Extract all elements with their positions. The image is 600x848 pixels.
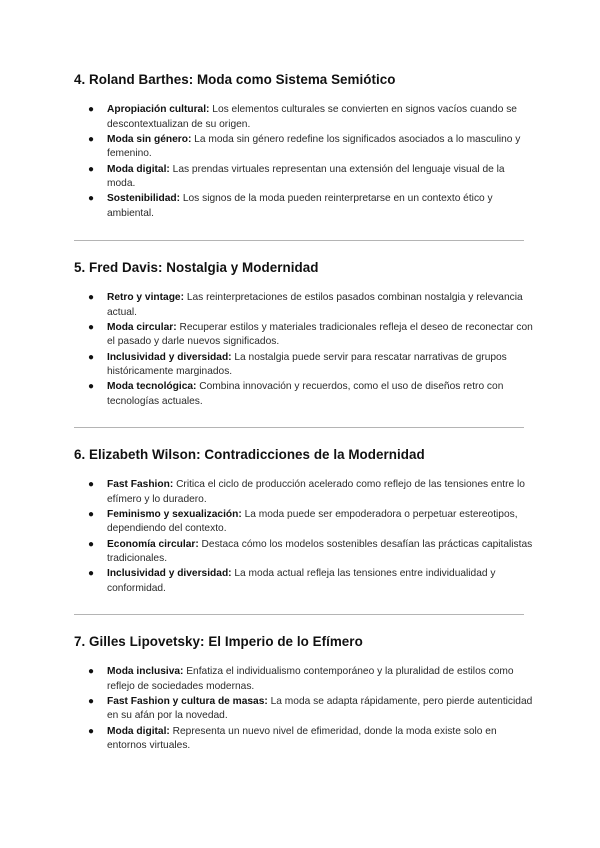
bullet-icon: ●	[88, 568, 95, 580]
item-text: Representa un nuevo nivel de efimeridad, donde la moda existe solo en entornos virtuales.	[107, 725, 497, 752]
list-item	[74, 351, 534, 380]
bullet-icon: ●	[88, 193, 95, 205]
list-item	[74, 508, 534, 537]
bullet-icon: ●	[88, 725, 95, 737]
item-term: Retro y vintage:	[107, 292, 184, 303]
list-item	[74, 103, 534, 132]
bullet-icon: ●	[88, 666, 95, 677]
section-divider	[74, 240, 524, 241]
item-term: Fast Fashion y cultura de masas:	[107, 695, 268, 707]
list-item	[74, 163, 534, 192]
item-text: Enfatiza el individualismo contemporáneo y la pluralidad de estilos como reflejo de sociedades modernas.	[107, 666, 514, 692]
list-item	[74, 538, 534, 567]
list-item	[74, 665, 534, 694]
item-text: Combina innovación y recuerdos, como el uso de diseños retro con tecnologías actuales.	[107, 381, 504, 407]
item-term: Fast Fashion:	[107, 479, 174, 490]
section-heading: 7. Gilles Lipovetsky: El Imperio de lo Efímero	[74, 634, 363, 649]
section-barthes	[74, 72, 534, 222]
bullet-icon: ●	[88, 351, 95, 363]
bullet-icon: ●	[88, 292, 95, 303]
section-davis	[74, 260, 534, 410]
bullet-list	[74, 103, 534, 222]
list-item	[74, 478, 534, 507]
item-text: Los elementos culturales se convierten en signos vacíos cuando se descontextualizan de su origen.	[107, 104, 517, 130]
item-text: Las reinterpretaciones de estilos pasados combinan nostalgia y relevancia actual.	[107, 292, 523, 318]
item-term: Inclusividad y diversidad:	[107, 568, 232, 580]
bullet-list	[74, 665, 534, 754]
item-term: Moda circular:	[107, 321, 177, 333]
list-item	[74, 321, 534, 350]
item-term: Moda digital:	[107, 725, 170, 737]
item-term: Feminismo y sexualización:	[107, 508, 242, 520]
item-term: Moda digital:	[107, 163, 170, 175]
item-text: La nostalgia puede servir para rescatar narrativas de grupos históricamente marginados.	[107, 351, 507, 378]
section-wilson	[74, 447, 534, 597]
item-text: Critica el ciclo de producción acelerado como reflejo de las tensiones entre lo efímero y lo duradero.	[107, 479, 525, 505]
section-heading: 4. Roland Barthes: Moda como Sistema Semiótico	[74, 72, 396, 87]
bullet-icon: ●	[88, 538, 95, 550]
bullet-icon: ●	[88, 479, 95, 490]
bullet-icon: ●	[88, 508, 95, 520]
list-item	[74, 291, 534, 320]
item-text: Los signos de la moda pueden reinterpretarse en un contexto ético y ambiental.	[107, 193, 493, 219]
bullet-icon: ●	[88, 133, 95, 145]
section-heading: 5. Fred Davis: Nostalgia y Modernidad	[74, 260, 319, 275]
item-text: Recuperar estilos y materiales tradicionales refleja el deseo de reconectar con el pasado y darle nuevos significados.	[107, 321, 533, 348]
list-item	[74, 725, 534, 754]
section-heading: 6. Elizabeth Wilson: Contradicciones de la Modernidad	[74, 447, 425, 462]
bullet-list	[74, 291, 534, 410]
item-term: Inclusividad y diversidad:	[107, 351, 232, 363]
bullet-list	[74, 478, 534, 597]
bullet-icon: ●	[88, 321, 95, 333]
section-lipovetsky	[74, 634, 534, 754]
item-term: Apropiación cultural:	[107, 104, 210, 115]
item-term: Sostenibilidad:	[107, 193, 181, 205]
item-text: La moda puede ser empoderadora o perpetuar estereotipos, dependiendo del contexto.	[107, 508, 518, 535]
item-term: Economía circular:	[107, 538, 199, 550]
item-term: Moda inclusiva:	[107, 666, 184, 677]
list-item	[74, 192, 534, 221]
item-text: Destaca cómo los modelos sostenibles desafían las prácticas capitalistas tradicionales.	[107, 538, 533, 565]
list-item	[74, 695, 534, 724]
item-term: Moda sin género:	[107, 133, 192, 145]
list-item	[74, 133, 534, 162]
section-divider	[74, 427, 524, 428]
bullet-icon: ●	[88, 381, 95, 393]
bullet-icon: ●	[88, 163, 95, 175]
item-text: Las prendas virtuales representan una extensión del lenguaje visual de la moda.	[107, 163, 505, 190]
section-divider	[74, 614, 524, 615]
item-text: La moda actual refleja las tensiones entre individualidad y conformidad.	[107, 568, 496, 594]
item-term: Moda tecnológica:	[107, 381, 197, 393]
list-item	[74, 380, 534, 409]
item-text: La moda sin género redefine los significados asociados a lo masculino y femenino.	[107, 133, 521, 160]
item-text: La moda se adapta rápidamente, pero pierde autenticidad en su afán por la novedad.	[107, 695, 533, 722]
bullet-icon: ●	[88, 695, 95, 707]
list-item	[74, 567, 534, 596]
bullet-icon: ●	[88, 104, 95, 115]
